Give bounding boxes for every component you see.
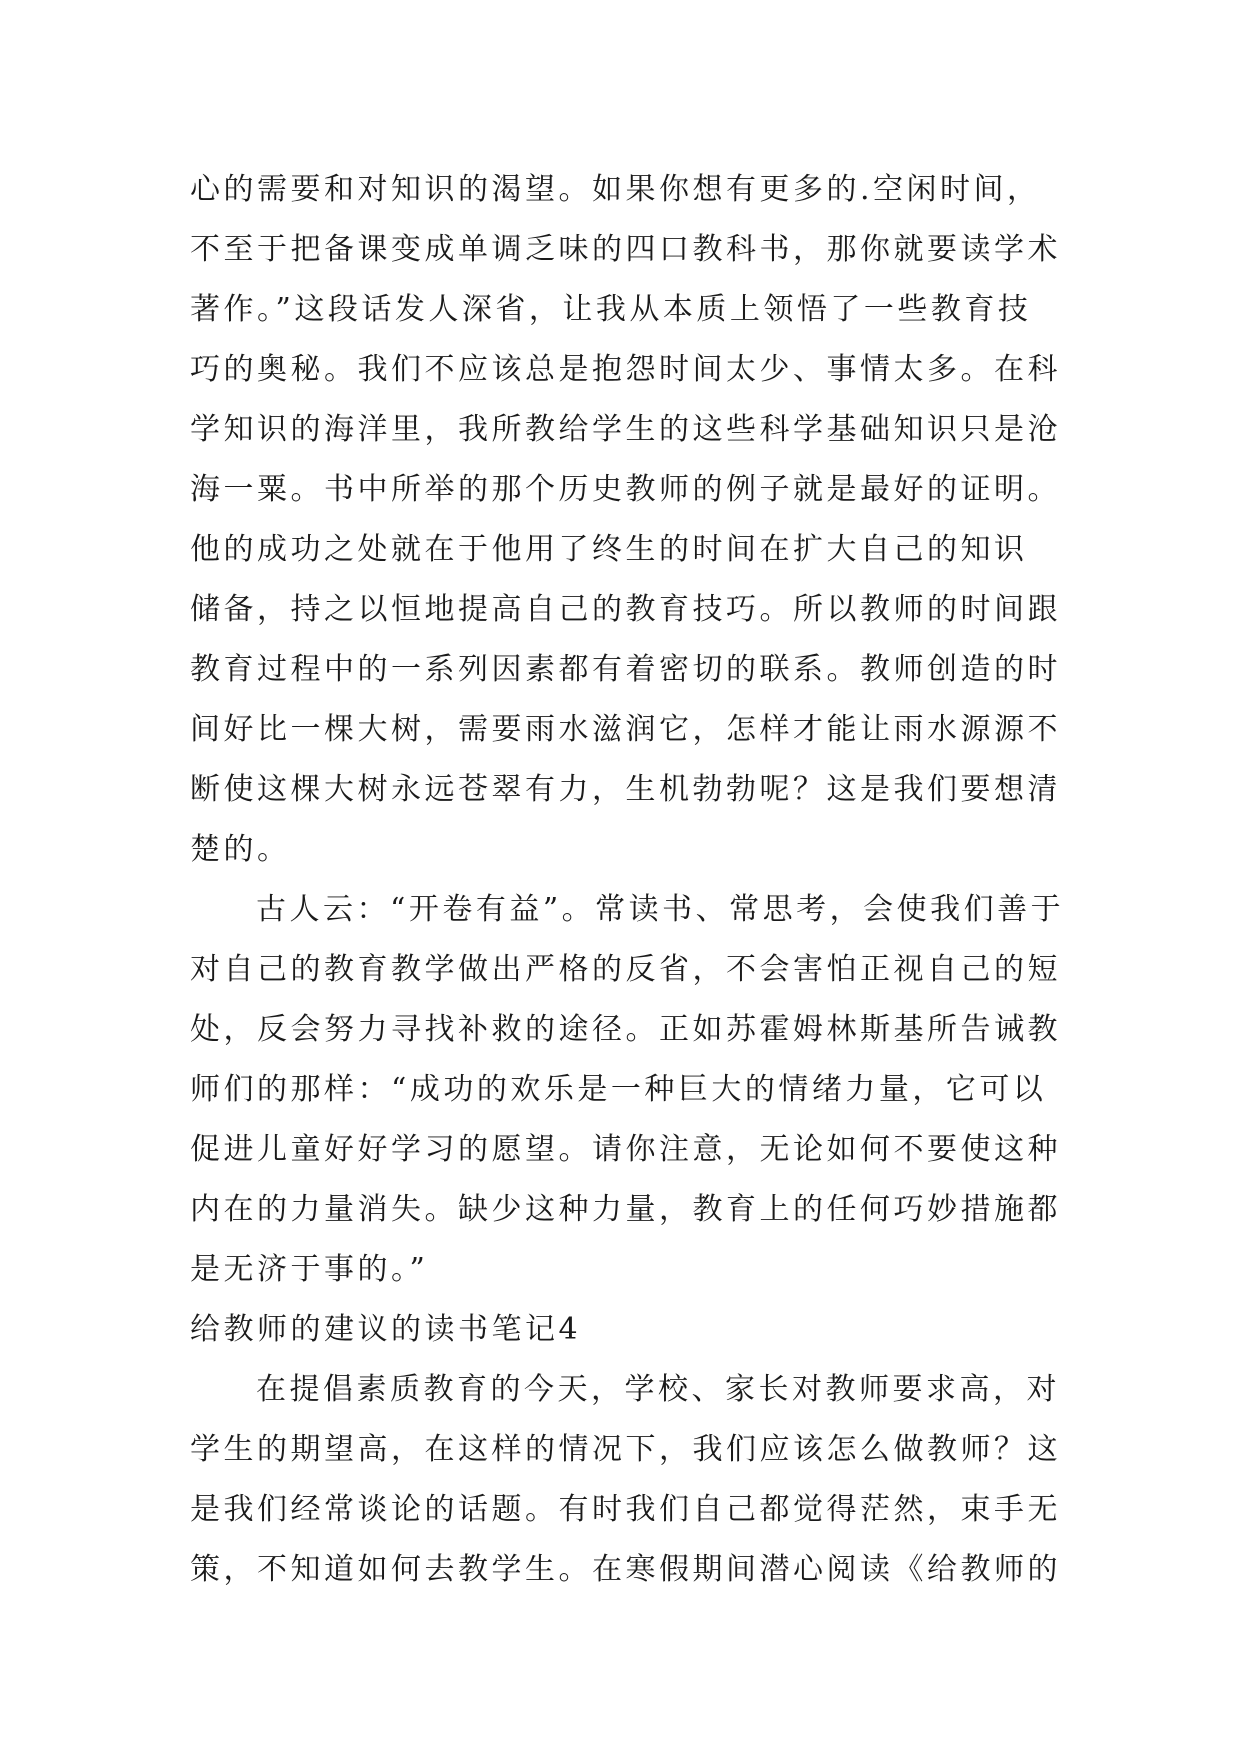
paragraph-first-line: 古人云：“开卷有益”。常读书、常思考，会使我们善于 bbox=[256, 892, 1065, 927]
text-line: 学知识的海洋里，我所教给学生的这些科学基础知识只是沧 bbox=[190, 412, 1061, 447]
text-line: 储备，持之以恒地提高自己的教育技巧。所以教师的时间跟 bbox=[190, 592, 1061, 627]
text-line: 断使这棵大树永远苍翠有力，生机勃勃呢？这是我们要想清 bbox=[190, 772, 1061, 807]
text-line: 是无济于事的。” bbox=[190, 1252, 429, 1287]
text-line: 海一粟。书中所举的那个历史教师的例子就是最好的证明。 bbox=[190, 472, 1061, 507]
text-line: 是我们经常谈论的话题。有时我们自己都觉得茫然，束手无 bbox=[190, 1492, 1061, 1527]
text-line: 巧的奥秘。我们不应该总是抱怨时间太少、事情太多。在科 bbox=[190, 352, 1061, 387]
text-line: 处，反会努力寻找补救的途径。正如苏霍姆林斯基所告诫教 bbox=[190, 1012, 1061, 1047]
text-line: 师们的那样：“成功的欢乐是一种巨大的情绪力量，它可以 bbox=[190, 1072, 1047, 1107]
text-line: 楚的。 bbox=[190, 832, 291, 867]
text-line: 学生的期望高，在这样的情况下，我们应该怎么做教师？这 bbox=[190, 1432, 1061, 1467]
text-line: 著作。”这段话发人深省，让我从本质上领悟了一些教育技 bbox=[190, 292, 1032, 327]
text-line: 策，不知道如何去教学生。在寒假期间潜心阅读《给教师的 bbox=[190, 1552, 1061, 1587]
document-body bbox=[190, 160, 1070, 1600]
text-line: 内在的力量消失。缺少这种力量，教育上的任何巧妙措施都 bbox=[190, 1192, 1061, 1227]
paragraph-first-line: 在提倡素质教育的今天，学校、家长对教师要求高，对 bbox=[256, 1372, 1060, 1407]
text-line: 心的需要和对知识的渴望。如果你想有更多的.空闲时间， bbox=[190, 172, 1041, 207]
text-line: 间好比一棵大树，需要雨水滋润它，怎样才能让雨水源源不 bbox=[190, 712, 1061, 747]
section-heading: 给教师的建议的读书笔记4 bbox=[190, 1312, 582, 1347]
text-line: 教育过程中的一系列因素都有着密切的联系。教师创造的时 bbox=[190, 652, 1061, 687]
text-line: 不至于把备课变成单调乏味的四口教科书，那你就要读学术 bbox=[190, 232, 1061, 267]
text-line: 促进儿童好好学习的愿望。请你注意，无论如何不要使这种 bbox=[190, 1132, 1061, 1167]
text-line: 对自己的教育教学做出严格的反省，不会害怕正视自己的短 bbox=[190, 952, 1061, 987]
text-line: 他的成功之处就在于他用了终生的时间在扩大自己的知识 bbox=[190, 532, 1028, 567]
